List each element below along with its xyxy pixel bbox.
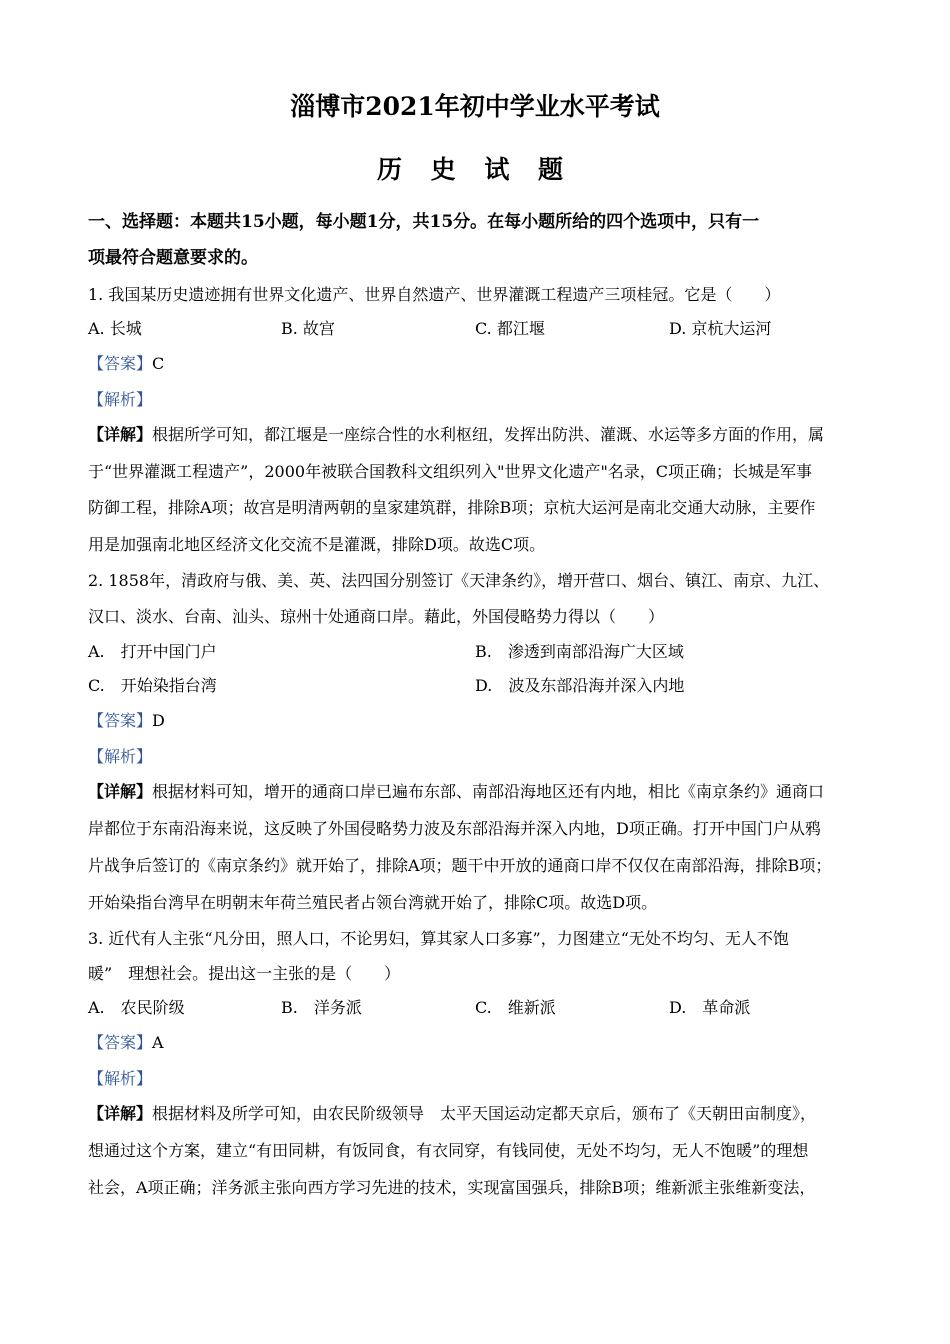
q3-option-d: D. 革命派 bbox=[669, 998, 751, 1017]
q3-detail-line-3: 社会，A项正确；洋务派主张向西方学习先进的技术，实现富国强兵，排除B项；维新派主张维新变法， bbox=[88, 1178, 816, 1197]
question-2-stem-line-2: 汉口、淡水、台南、汕头、琼州十处通商口岸。藉此，外国侵略势力得以（ ） bbox=[88, 607, 665, 626]
q3-option-a: A. 农民阶级 bbox=[88, 998, 185, 1017]
q2-detail-line-1 bbox=[88, 782, 824, 802]
q2-answer-value: D bbox=[152, 711, 165, 730]
q1-answer bbox=[88, 354, 164, 374]
q2-detail-line-3: 片战争后签订的《南京条约》就开始了，排除A项；题干中开放的通商口岸不仅仅在南部沿海，排除B项； bbox=[88, 856, 832, 875]
q1-option-c: C. 都江堰 bbox=[475, 319, 545, 338]
q1-option-d: D. 京杭大运河 bbox=[669, 319, 772, 338]
q1-detail-text: 根据所学可知，都江堰是一座综合性的水利枢纽，发挥出防洪、灌溉、水运等多方面的作用，属 bbox=[152, 425, 825, 444]
question-3-stem-line-2: 暖” 理想社会。提出这一主张的是（ ） bbox=[88, 964, 401, 983]
exam-title: 淄博市2021年初中学业水平考试 bbox=[290, 92, 660, 121]
q2-option-b: B. 渗透到南部沿海广大区域 bbox=[475, 642, 684, 661]
q2-analysis-label: 【解析】 bbox=[88, 747, 153, 766]
q3-detail-line-2: 想通过这个方案，建立“有田同耕，有饭同食，有衣同穿，有钱同使，无处不均匀，无人不饱暖”的理想 bbox=[88, 1141, 809, 1160]
q2-option-a: A. 打开中国门户 bbox=[88, 642, 217, 661]
q2-detail-text: 根据材料可知，增开的通商口岸已遍布东部、南部沿海地区还有内地，相比《南京条约》通商口 bbox=[152, 782, 825, 801]
detail-label: 【详解】 bbox=[88, 782, 153, 801]
q1-option-a: A. 长城 bbox=[88, 319, 142, 338]
q1-analysis-label: 【解析】 bbox=[88, 390, 153, 409]
answer-label: 【答案】 bbox=[88, 354, 153, 373]
q3-answer-value: A bbox=[152, 1033, 164, 1052]
q1-answer-value: C bbox=[152, 354, 165, 373]
q3-analysis-label: 【解析】 bbox=[88, 1069, 153, 1088]
q3-detail-line-1 bbox=[88, 1104, 816, 1124]
q1-option-b: B. 故宫 bbox=[281, 319, 335, 338]
q1-detail-line-3: 防御工程，排除A项；故宫是明清两朝的皇家建筑群，排除B项；京杭大运河是南北交通大动脉，主要作 bbox=[88, 498, 816, 517]
q2-option-d: D. 波及东部沿海并深入内地 bbox=[475, 676, 685, 695]
section-heading-line-1: 一、选择题：本题共15小题，每小题1分，共15分。在每小题所给的四个选项中，只有一 bbox=[88, 212, 760, 232]
question-3-stem-line-1: 3. 近代有人主张“凡分田，照人口，不论男妇，算其家人口多寡”，力图建立“无处不均匀、无人不饱 bbox=[88, 929, 789, 948]
q3-option-c: C. 维新派 bbox=[475, 998, 556, 1017]
question-2-stem-line-1: 2. 1858年，清政府与俄、美、英、法四国分别签订《天津条约》，增开营口、烟台、镇江、南京、九江、 bbox=[88, 571, 830, 590]
answer-label: 【答案】 bbox=[88, 711, 153, 730]
q1-detail-line-2: 于“世界灌溉工程遗产”，2000年被联合国教科文组织列入"世界文化遗产"名录，C项正确；长城是军事 bbox=[88, 462, 813, 481]
q2-detail-line-4: 开始染指台湾早在明朝末年荷兰殖民者占领台湾就开始了，排除C项。故选D项。 bbox=[88, 893, 658, 912]
q3-option-b: B. 洋务派 bbox=[281, 998, 362, 1017]
q3-answer bbox=[88, 1033, 164, 1053]
detail-label: 【详解】 bbox=[88, 425, 153, 444]
exam-subtitle: 历 史 试 题 bbox=[376, 155, 574, 184]
question-1-stem: 1. 我国某历史遗迹拥有世界文化遗产、世界自然遗产、世界灌溉工程遗产三项桂冠。它是（ ） bbox=[88, 285, 781, 304]
detail-label: 【详解】 bbox=[88, 1104, 153, 1123]
q1-detail-line-1 bbox=[88, 425, 824, 445]
q3-detail-text: 根据材料及所学可知，由农民阶级领导 太平天国运动定都天京后，颁布了《天朝田亩制度》， bbox=[152, 1104, 817, 1123]
answer-label: 【答案】 bbox=[88, 1033, 153, 1052]
q2-detail-line-2: 岸都位于东南沿海来说，这反映了外国侵略势力波及东部沿海并深入内地，D项正确。打开中国门户从鸦 bbox=[88, 819, 821, 838]
q1-detail-line-4: 用是加强南北地区经济文化交流不是灌溉，排除D项。故选C项。 bbox=[88, 535, 546, 554]
section-heading-line-2: 项最符合题意要求的。 bbox=[88, 248, 258, 268]
q2-option-c: C. 开始染指台湾 bbox=[88, 676, 217, 695]
q2-answer bbox=[88, 711, 165, 731]
